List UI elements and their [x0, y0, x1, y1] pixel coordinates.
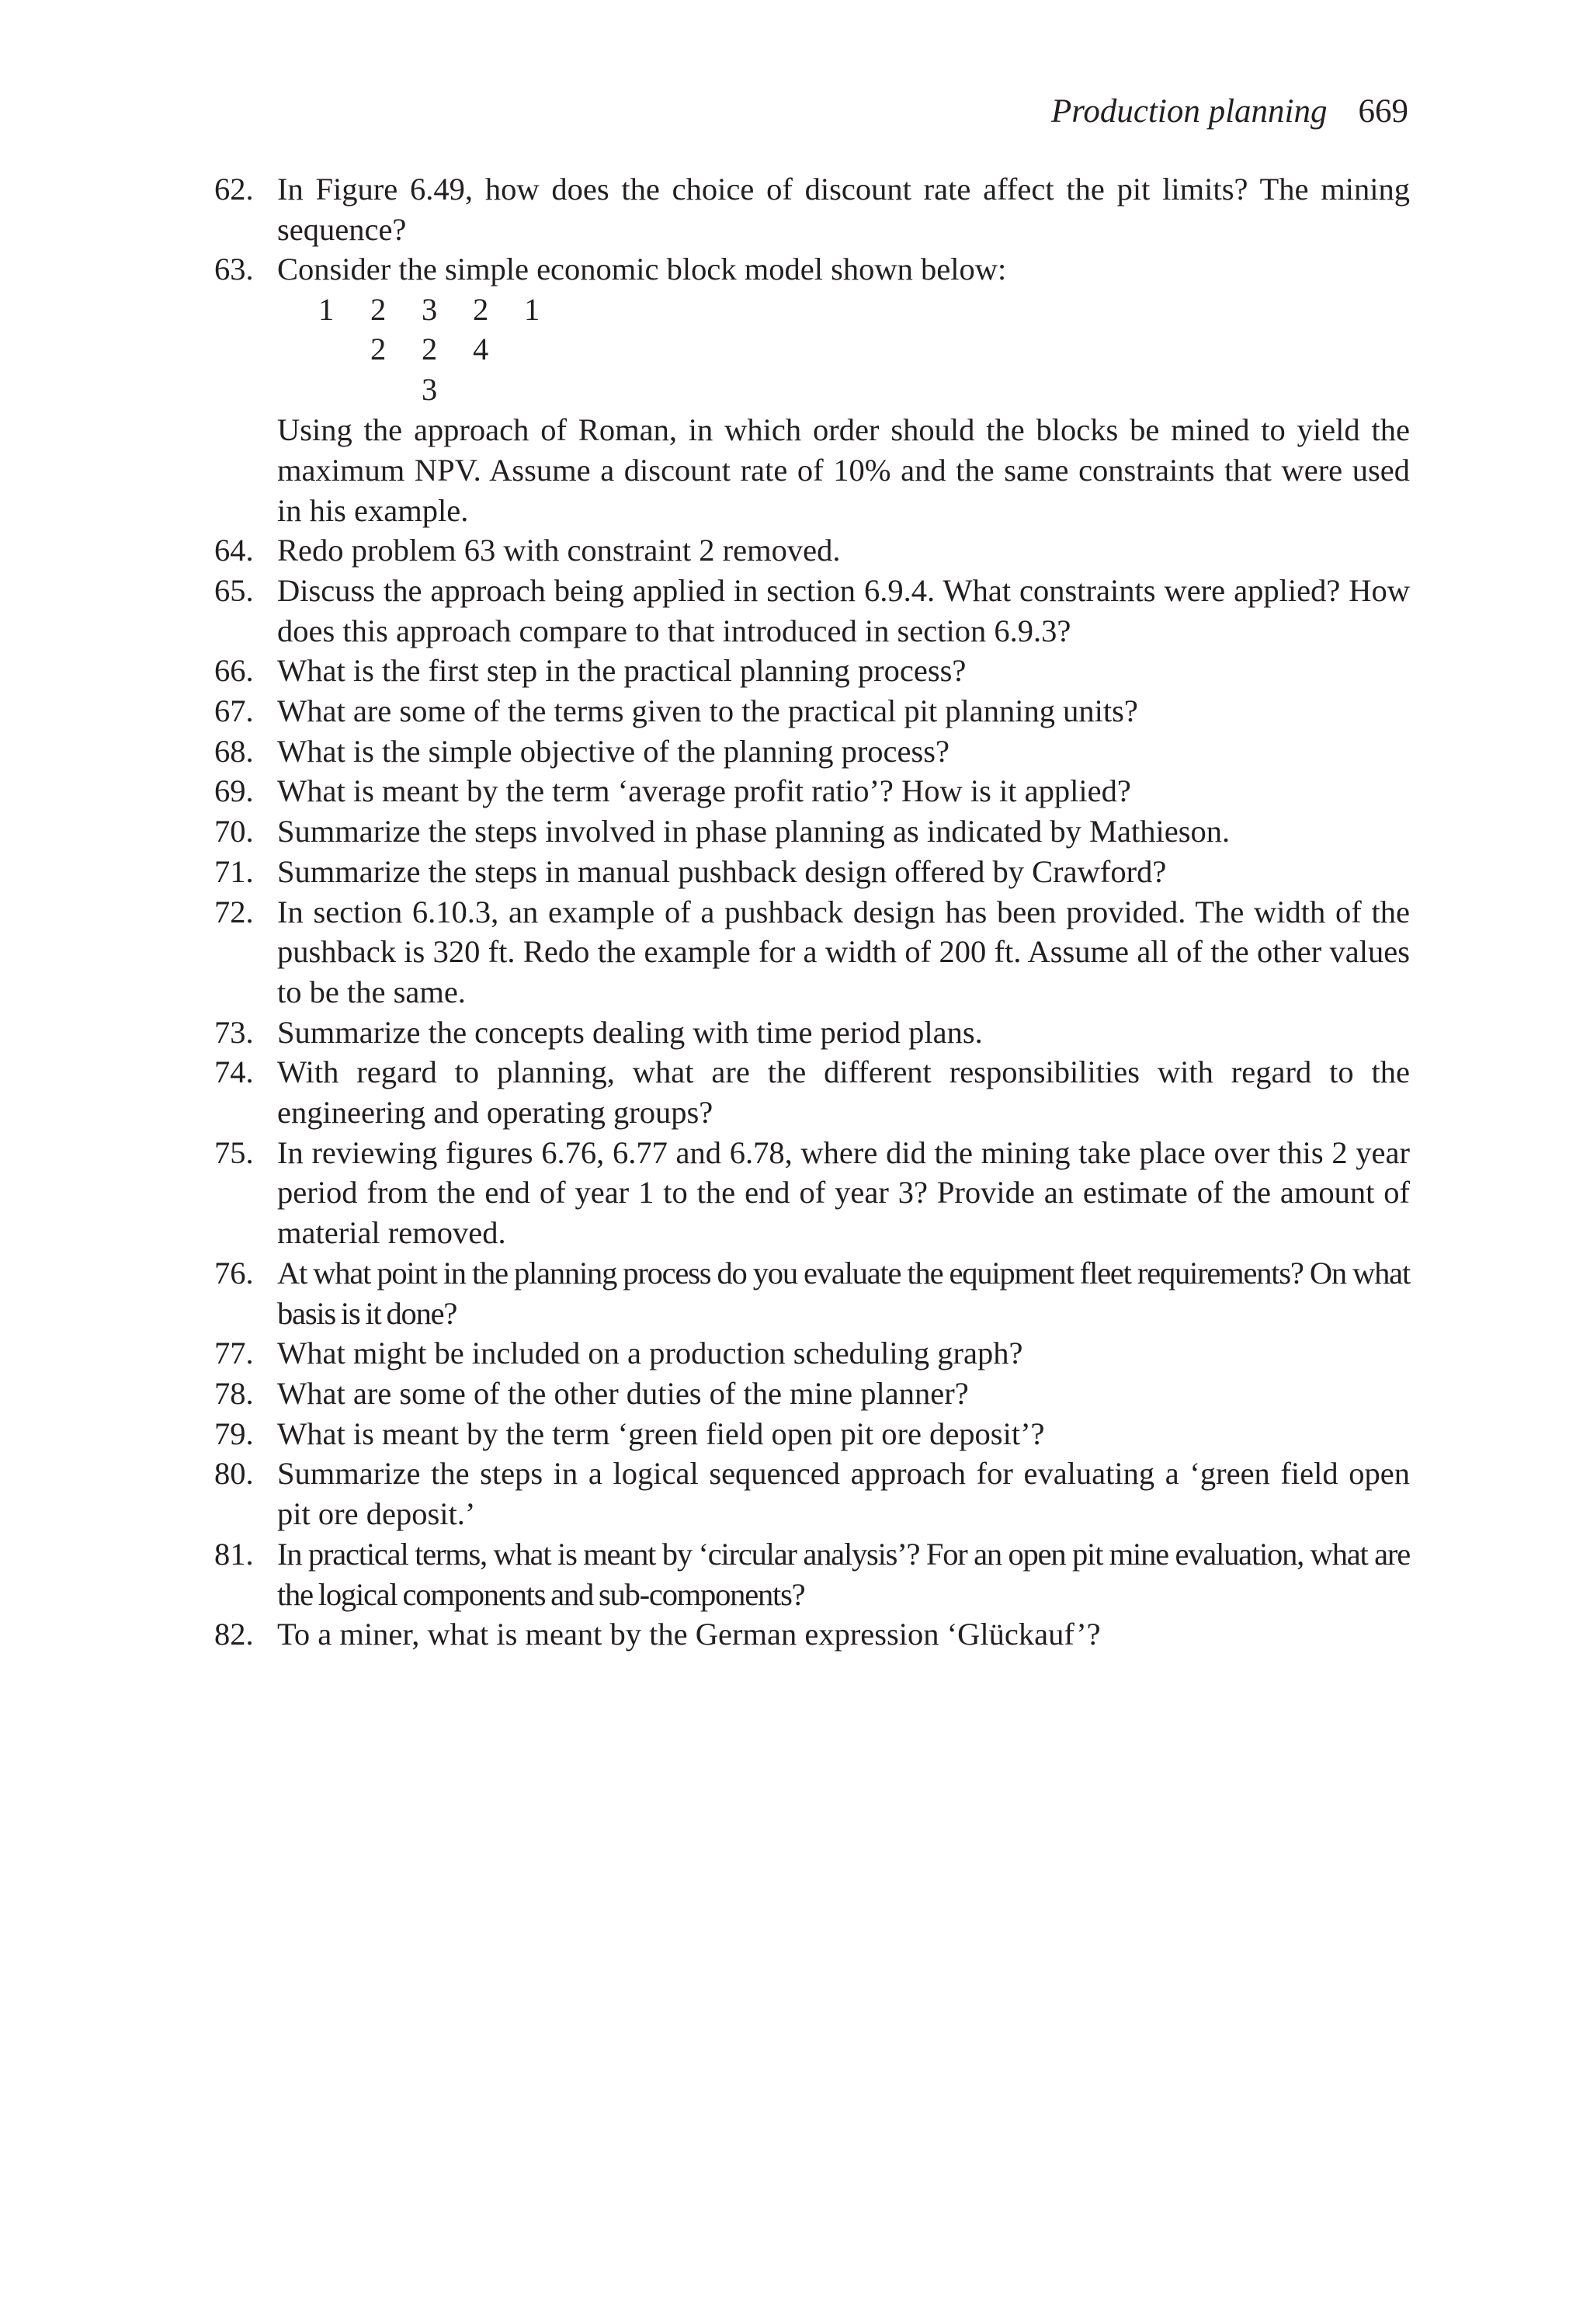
question-73 [214, 1013, 1410, 1053]
question-text: Summarize the concepts dealing with time period plans. [277, 1014, 983, 1050]
question-number: 72. [214, 894, 254, 929]
question-64 [214, 530, 1410, 571]
block-value: 4 [473, 332, 489, 367]
question-text: Summarize the steps in manual pushback design offered by Crawford? [277, 853, 1167, 889]
question-text: In practical terms, what is meant by ‘circular analysis’? For an open pit mine evaluation, what are the logical components and sub-components? [277, 1536, 1410, 1612]
page-number: 669 [1358, 93, 1408, 130]
question-number: 65. [214, 572, 254, 608]
question-text: What might be included on a production scheduling graph? [277, 1336, 1023, 1371]
question-number: 68. [214, 733, 254, 769]
question-76 [214, 1253, 1410, 1333]
block-value: 2 [370, 292, 387, 328]
question-number: 76. [214, 1255, 254, 1291]
question-69 [214, 771, 1410, 811]
question-text: Summarize the steps involved in phase planning as indicated by Mathieson. [277, 814, 1231, 849]
question-number: 71. [214, 853, 254, 889]
question-number: 64. [214, 533, 254, 568]
question-text: In section 6.10.3, an example of a pushback design has been provided. The width of the pushback is 320 ft. Redo the example for a width of 200 ft. Assume all of the other values to be the same. [277, 894, 1410, 1009]
question-74 [214, 1052, 1410, 1132]
question-number: 66. [214, 653, 254, 689]
question-number: 77. [214, 1336, 254, 1371]
question-number: 82. [214, 1617, 254, 1652]
question-75 [214, 1133, 1410, 1253]
question-72 [214, 892, 1410, 1013]
question-text: Consider the simple economic block model shown below: [277, 252, 1007, 287]
question-list [214, 169, 1410, 1655]
question-number: 62. [214, 172, 254, 207]
question-81 [214, 1534, 1410, 1614]
block-value: 1 [524, 292, 540, 328]
block-value: 2 [422, 332, 438, 367]
question-77 [214, 1333, 1410, 1374]
question-text: In Figure 6.49, how does the choice of discount rate affect the pit limits? The mining sequence? [277, 172, 1410, 247]
question-number: 67. [214, 693, 254, 729]
running-title: Production planning [1050, 93, 1328, 130]
question-number: 80. [214, 1456, 254, 1492]
question-text: Discuss the approach being applied in section 6.9.4. What constraints were applied? How does this approach compare to that introduced in section 6.9.3? [277, 572, 1410, 648]
block-value: 2 [370, 332, 387, 367]
running-header [1051, 90, 1408, 134]
question-text: In reviewing figures 6.76, 6.77 and 6.78, where did the mining take place over this 2 year period from the end of year 1 to the end of year 3? Provide an estimate of the amount of material removed. [277, 1134, 1410, 1251]
question-continuation: Using the approach of Roman, in which order should the blocks be mined to yield the maximum NPV. Assume a discount rate of 10% and the same constraints that were used in his example. [277, 412, 1410, 528]
question-number: 74. [214, 1054, 254, 1090]
question-number: 79. [214, 1416, 254, 1451]
question-78 [214, 1374, 1410, 1414]
question-number: 69. [214, 773, 254, 809]
question-number: 78. [214, 1375, 254, 1411]
question-text: What is the simple objective of the planning process? [277, 733, 950, 769]
question-text: Summarize the steps in a logical sequenced approach for evaluating a ‘green field open pit ore deposit.’ [277, 1456, 1410, 1532]
question-66 [214, 651, 1410, 691]
question-text: With regard to planning, what are the different responsibilities with regard to the engineering and operating groups? [277, 1054, 1410, 1131]
question-70 [214, 811, 1410, 852]
question-number: 70. [214, 814, 254, 849]
question-text: What is meant by the term ‘green field open pit ore deposit’? [277, 1416, 1045, 1451]
question-82 [214, 1614, 1410, 1655]
question-71 [214, 852, 1410, 892]
question-text: Redo problem 63 with constraint 2 removed. [277, 533, 841, 568]
block-value: 2 [473, 292, 489, 328]
question-number: 81. [214, 1536, 254, 1572]
block-value: 3 [422, 372, 438, 408]
question-63 [214, 249, 1410, 530]
question-number: 63. [214, 252, 254, 287]
economic-block-model [277, 290, 1410, 410]
block-value: 3 [422, 292, 438, 328]
question-number: 75. [214, 1134, 254, 1170]
question-text: What are some of the other duties of the mine planner? [277, 1375, 969, 1411]
question-62 [214, 169, 1410, 249]
block-value: 1 [318, 292, 335, 328]
question-number: 73. [214, 1014, 254, 1050]
question-65 [214, 571, 1410, 651]
question-67 [214, 691, 1410, 731]
question-text: What are some of the terms given to the practical pit planning units? [277, 693, 1138, 729]
question-text: What is the first step in the practical planning process? [277, 653, 967, 689]
question-80 [214, 1454, 1410, 1534]
question-text: At what point in the planning process do you evaluate the equipment fleet requirements? On what basis is it done? [277, 1255, 1410, 1331]
question-68 [214, 731, 1410, 772]
question-79 [214, 1414, 1410, 1454]
question-text: What is meant by the term ‘average profit ratio’? How is it applied? [277, 773, 1131, 809]
question-text: To a miner, what is meant by the German expression ‘Glückauf’? [277, 1617, 1101, 1652]
